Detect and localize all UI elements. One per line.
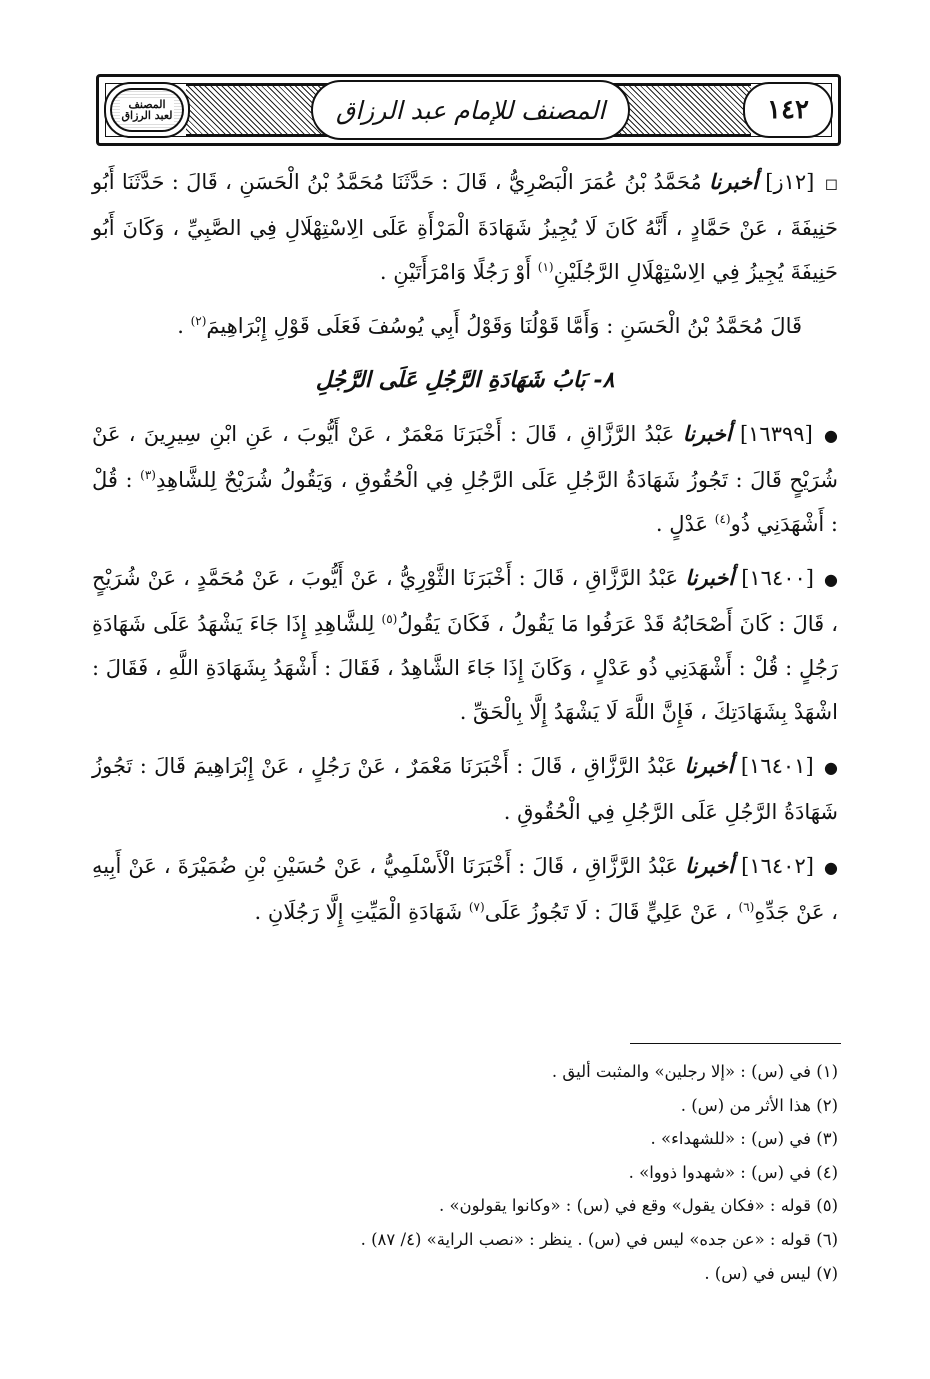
bullet-icon: ●	[824, 570, 838, 589]
footnote-item: (٣) في (س) : «للشهداء» .	[650, 1129, 838, 1149]
akhbarana-word: أخبرنا	[682, 421, 732, 446]
bullet-icon: ●	[824, 858, 838, 877]
chapter-title: ٨- بَابُ شَهَادَةِ الرَّجُلِ عَلَى الرَّجُلِ	[315, 367, 615, 393]
hadith-ref: [١٦٤٠٠]	[741, 566, 814, 590]
commentary-text: قَالَ مُحَمَّدُ بْنُ الْحَسَنِ : وَأَمَّا قَوْلُنَا وَقَوْلُ أَبِي يُوسُفَ فَعَلَى قَوْلِ إِبْرَاهِيمَ	[206, 314, 802, 338]
hadith-text: عَبْدُ الرَّزَّاقِ ، قَالَ : أَخْبَرَنَا الْأَسْلَمِيُّ ، عَنْ حُسَيْنِ بْنِ ضُمَيْرَةَ ، عَنْ أَبِيهِ ، عَنْ جَدِّهِ	[92, 854, 838, 924]
commentary-text-tail: .	[177, 314, 184, 338]
hadith-paragraph	[92, 744, 838, 834]
seal-emblem	[110, 88, 184, 132]
hadith-text: مُحَمَّدُ بْنُ عُمَرَ الْبَصْرِيُّ ، قَالَ : حَدَّثَنَا مُحَمَّدُ بْنُ الْحَسَنِ ، قَالَ : حَدَّثَنَا أَبُو حَنِيفَةَ ، عَنْ حَمَّادٍ ، أَنَّهُ كَانَ لَا يُجِيزُ شَهَادَةَ الْمَرْأَةِ عَلَى الِاسْتِهْلَالِ فِي الصَّبِيِّ ، وَكَانَ أَبُو حَنِيفَةَ يُجِيزُ فِي الِاسْتِهْلَالِ الرَّجُلَيْنِ	[92, 170, 838, 284]
footnote-item: (٢) هذا الأثر من (س) .	[680, 1095, 838, 1115]
footnote-ref: (٦)	[738, 900, 755, 914]
hadith-text: عَبْدُ الرَّزَّاقِ ، قَالَ : أَخْبَرَنَا الثَّوْرِيُّ ، عَنْ أَيُّوبَ ، عَنْ مُحَمَّدٍ ، عَنْ شُرَيْحٍ ، قَالَ : كَانَ أَصْحَابُهُ قَدْ عَرَفُوا مَا يَقُولُ ، فَكَانَ يَقُولُ	[92, 566, 838, 636]
footnote-item: (٥) قوله : «فكان يقول» وقع في (س) : «وكانوا يقولون» .	[438, 1196, 838, 1216]
footnote-item: (٧) ليس في (س) .	[704, 1263, 838, 1283]
hadith-text-tail: عَدْلٍ .	[655, 512, 709, 536]
hadith-paragraph	[92, 844, 838, 934]
hadith-text-tail: أَوْ رَجُلًا وَامْرَأَتَيْنِ .	[379, 260, 532, 284]
main-text	[92, 160, 838, 944]
hadith-text: عَبْدُ الرَّزَّاقِ ، قَالَ : أَخْبَرَنَا مَعْمَرٌ ، عَنْ أَيُّوبَ ، عَنِ ابْنِ سِيرِينَ ، عَنْ شُرَيْحٍ قَالَ : تَجُوزُ شَهَادَةُ الرَّجُلِ عَلَى الرَّجُلِ فِي الْحُقُوقِ ، وَيَقُولُ شُرَيْحٌ لِلشَّاهِدِ	[92, 422, 839, 492]
footnote-item: (٤) في (س) : «شهدوا ذووا» .	[628, 1162, 838, 1182]
hadith-text: عَبْدُ الرَّزَّاقِ ، قَالَ : أَخْبَرَنَا مَعْمَرٌ ، عَنْ رَجُلٍ ، عَنْ إِبْرَاهِيمَ قَالَ : تَجُوزُ شَهَادَةُ الرَّجُلِ عَلَى الرَّجُلِ فِي الْحُقُوقِ .	[92, 754, 838, 824]
page-number: ١٤٢	[767, 95, 809, 125]
footnote-item: (٦) قوله : «عن جده» ليس في (س) . ينظر : «نصب الراية» (٤/ ٨٧) .	[360, 1229, 838, 1249]
seal-text-top: المصنف	[128, 98, 166, 111]
page-number-box	[743, 82, 833, 138]
footnotes	[92, 1055, 838, 1290]
hadith-ref: [١٦٣٩٩]	[739, 422, 813, 446]
hadith-text-tail: شَهَادَةِ الْمَيِّتِ إِلَّا رَجُلَانِ .	[254, 900, 463, 924]
akhbarana-word: أخبرنا	[685, 565, 735, 590]
running-title-box	[311, 80, 630, 140]
hadith-ref: [١٦٤٠١]	[740, 754, 814, 778]
hadith-ref: [١٦٤٠٢]	[741, 854, 814, 878]
running-title: المصنف للإمام عبد الرزاق	[335, 95, 606, 125]
square-marker-icon: ◻	[824, 174, 838, 193]
page-header	[96, 74, 841, 146]
seal-text	[120, 98, 175, 122]
hadith-ref: [١٢ز]	[765, 170, 815, 194]
akhbarana-word: أخبرنا	[684, 753, 734, 778]
bullet-icon: ●	[824, 758, 838, 777]
book-seal	[104, 82, 190, 138]
hadith-text-middle: ، عَنْ عَلِيٍّ قَالَ : لَا تَجُوزُ عَلَى	[484, 900, 732, 924]
footnote-ref: (٥)	[381, 612, 398, 626]
akhbarana-word: أخبرنا	[708, 169, 758, 194]
hadith-paragraph	[92, 556, 838, 734]
footnote-divider	[630, 1043, 841, 1044]
footnote-ref: (٤)	[714, 512, 731, 526]
seal-text-bottom: لعبد الرزاق	[121, 109, 173, 122]
hadith-paragraph	[92, 412, 838, 546]
footnote-ref: (٧)	[468, 900, 485, 914]
commentary-paragraph	[92, 304, 838, 348]
footnote-item: (١) في (س) : «إلا رجلين» والمثبت أليق .	[551, 1062, 838, 1081]
hadith-text-middle: : قُلْ : أَشْهَدَنِي ذُو	[92, 468, 838, 536]
footnote-ref: (٣)	[140, 468, 156, 482]
bullet-icon: ●	[824, 426, 838, 445]
hadith-text-tail: لِلشَّاهِدِ إِذَا جَاءَ يَشْهَدُ عَلَى شَهَادَةِ رَجُلٍ : قُلْ : أَشْهَدَنِي ذُو عَدْلٍ ، وَكَانَ إِذَا جَاءَ الشَّاهِدُ ، فَقَالَ : أَشْهَدُ بِشَهَادَةِ اللَّهِ ، فَقَالَ : اشْهَدْ بِشَهَادَتِكَ ، فَإِنَّ اللَّهَ لَا يَشْهَدُ إِلَّا بِالْحَقِّ .	[92, 612, 838, 724]
footnote-ref: (١)	[537, 260, 554, 274]
hadith-paragraph	[92, 160, 838, 294]
akhbarana-word: أخبرنا	[685, 853, 735, 878]
footnote-ref: (٢)	[190, 314, 207, 328]
